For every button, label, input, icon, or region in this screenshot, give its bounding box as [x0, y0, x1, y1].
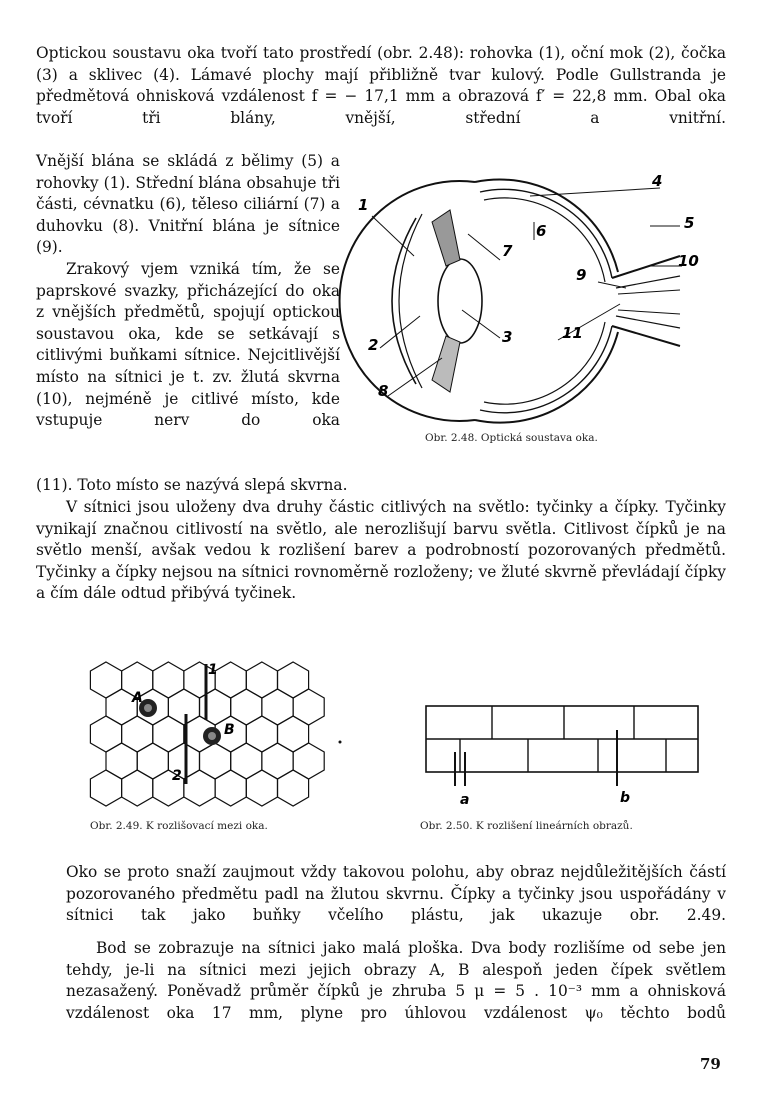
- cone-cell: [200, 689, 231, 725]
- eye-label-7: 7: [502, 242, 513, 260]
- eye-label-4: 4: [652, 172, 663, 190]
- cone-cell: [293, 743, 324, 779]
- cone-cell: [106, 743, 137, 779]
- eye-label-5: 5: [684, 214, 695, 232]
- paragraph-eye-membranes: Vnější blána se skládá z bělimy (5) a rohovky (1). Střední blána obsahuje tři části, cévnatku (6), těleso ciliární (7) a duhovku (8). Vnitřní blána je sítnice (9).: [36, 152, 340, 257]
- paragraph-rods-and-cones: V sítnici jsou uloženy dva druhy částic citlivých na světlo: tyčinky a čípky. Tyčinky vynikají značnou citlivostí na světlo, ale nerozlišují barvu světla. Citlivost čípků je na světlo menší, avšak vedou k rozlišení barev a podrobností pozorovaných předmětů. Tyčinky a čípky nejsou na sítnici rovnoměrně rozloženy; ve žluté skvrně převládají čípky a čím dále odtud přibývá tyčinek.: [36, 498, 726, 603]
- cone-cell: [278, 662, 309, 698]
- hex-figure-caption: Obr. 2.49. K rozlišovací mezi oka.: [90, 820, 268, 832]
- eye-label-3: 3: [502, 328, 513, 346]
- page-number: 79: [700, 1055, 721, 1073]
- hex-label-1: 1: [208, 662, 218, 678]
- paragraph-visual-perception: Zrakový vjem vzniká tím, že se paprskové svazky, přicházející do oka z vnějších předmětů, spojují optickou soustavou oka, kde se setkávají s citlivými buňkami sítnice. Nejcitlivější místo na sítnici je t. zv. žlutá skvrna (10), nejméně je citlivé místo, kde vstupuje nerv do oka: [36, 260, 340, 430]
- iris-lower: [432, 336, 460, 392]
- hex-label-2: 2: [172, 768, 182, 784]
- cone-cell: [184, 770, 215, 806]
- cone-cell: [90, 716, 121, 752]
- eye-label-8: 8: [378, 382, 389, 400]
- eye-diagram: [350, 170, 730, 430]
- eye-label-1: 1: [358, 196, 369, 214]
- cornea-outline: [392, 218, 416, 384]
- eye-label-9: 9: [576, 266, 587, 284]
- cone-cell: [215, 662, 246, 698]
- cone-cell: [200, 743, 231, 779]
- cone-cell: [293, 689, 324, 725]
- cone-cell: [215, 770, 246, 806]
- lens-outline: [438, 259, 482, 343]
- cone-cell: [262, 689, 293, 725]
- eye-label-11: 11: [562, 324, 583, 342]
- cone-cell: [137, 743, 168, 779]
- cone-cell: [246, 662, 277, 698]
- sclera-outline: [340, 181, 475, 421]
- cone-cell: [278, 716, 309, 752]
- cone-cell: [168, 689, 199, 725]
- cone-cell: [90, 770, 121, 806]
- hexagon-cone-grid: [90, 660, 350, 810]
- paragraph-optical-system-intro: Optickou soustavu oka tvoří tato prostředí (obr. 2.48): rohovka (1), oční mok (2), čočka (3) a sklivec (4). Lámavé plochy mají přibližně tvar kulový. Podle Gullstranda je předmětová ohnisková vzdálenost f = − 17,1 mm a obrazová f′ = 22,8 mm. Obal oka tvoří tři blány, vnější, střední a vnitřní.: [36, 44, 726, 127]
- cone-cell: [122, 770, 153, 806]
- cone-cell: [231, 743, 262, 779]
- hex-label-b: B: [224, 722, 235, 738]
- cone-cell: [262, 743, 293, 779]
- hex-label-a: A: [132, 690, 143, 706]
- paragraph-blind-spot: (11). Toto místo se nazývá slepá skvrna.: [36, 476, 348, 494]
- line-label-b: b: [620, 790, 631, 806]
- eye-label-2: 2: [368, 336, 379, 354]
- paragraph-yellow-spot-position: Oko se proto snaží zaujmout vždy takovou polohu, aby obraz nejdůležitějších částí pozorovaného předmětu padl na žlutou skvrnu. Čípky a tyčinky jsou uspořádány v sítnici tak jako buňky včelího plástu, jak ukazuje obr. 2.49.: [66, 863, 726, 925]
- eye-label-10: 10: [678, 252, 699, 270]
- cone-cell: [246, 770, 277, 806]
- linear-image-diagram: [424, 700, 704, 810]
- paragraph-resolution-limit: Bod se zobrazuje na sítnici jako malá ploška. Dva body rozlišíme od sebe jen tehdy, je-li na sítnici mezi jejich obrazy A, B alespoň jeden čípek světlem nezasažený. Poněvadž průměr čípků je zhruba 5 μ = 5 . 10⁻³ mm a ohnisková vzdálenost oka 17 mm, plyne pro úhlovou vzdálenost ψ₀ těchto bodů: [66, 939, 726, 1022]
- iris-upper: [432, 210, 460, 266]
- eye-label-6: 6: [536, 222, 547, 240]
- cone-cell: [231, 689, 262, 725]
- lines-figure-caption: Obr. 2.50. K rozlišení lineárních obrazů.: [420, 820, 633, 832]
- eye-figure-caption: Obr. 2.48. Optická soustava oka.: [425, 432, 598, 444]
- cone-cell: [122, 716, 153, 752]
- cone-cell: [278, 770, 309, 806]
- cone-cell: [246, 716, 277, 752]
- cone-cell: [90, 662, 121, 698]
- line-label-a: a: [460, 792, 470, 808]
- cone-cell: [153, 662, 184, 698]
- cone-cell: [153, 716, 184, 752]
